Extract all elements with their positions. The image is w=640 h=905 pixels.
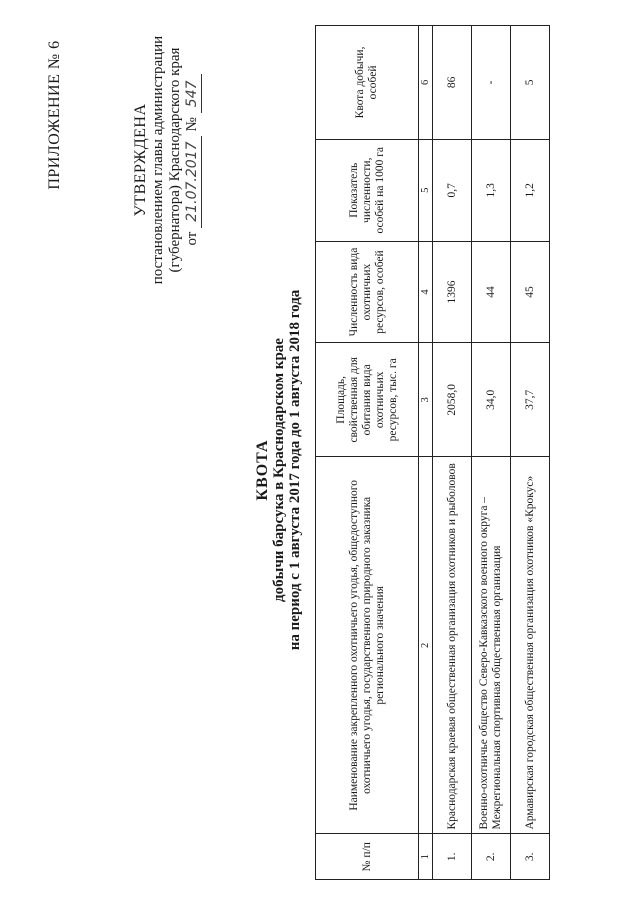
decree-number: 547	[184, 74, 202, 113]
row-density: 0,7	[433, 139, 472, 241]
table-row	[511, 26, 550, 880]
column-number: 2	[419, 457, 433, 834]
row-organization: Краснодарская краевая общественная организация охотников и рыболовов	[433, 457, 472, 834]
row-density: 1,3	[472, 139, 511, 241]
approval-block	[132, 0, 202, 320]
row-quota: -	[472, 26, 511, 140]
column-number: 6	[419, 26, 433, 140]
decree-line-2: (губернатора) Краснодарского края	[167, 47, 183, 273]
header-cell-number: № п/п	[316, 834, 419, 880]
column-number: 4	[419, 241, 433, 343]
header-cell-name: Наименование закрепленного охотничьего угодья, общедоступного охотничьего угодья, государственного природного заказника регионального значения	[316, 457, 419, 834]
table-row	[472, 26, 511, 880]
title-line-2: добычи барсука в Краснодарском крае	[271, 338, 287, 602]
title-line-1: КВОТА	[254, 439, 271, 501]
row-area: 34,0	[472, 343, 511, 457]
decree-date-line	[184, 0, 202, 320]
column-number: 3	[419, 343, 433, 457]
column-number: 5	[419, 139, 433, 241]
header-cell-quota: Квота добычи, особей	[316, 26, 419, 140]
row-density: 1,2	[511, 139, 550, 241]
approved-label: УТВЕРЖДЕНА	[132, 103, 149, 217]
column-number-row	[419, 26, 433, 880]
row-number: 2.	[472, 834, 511, 880]
decree-date: 21.07.2017	[184, 136, 202, 228]
appendix-label: ПРИЛОЖЕНИЕ № 6	[46, 40, 63, 190]
number-prefix: №	[184, 117, 200, 132]
header-cell-area: Площадь, свойственная для обитания вида охотничьих ресурсов, тыс. га	[316, 343, 419, 457]
table-row	[433, 26, 472, 880]
table-header-row	[316, 26, 419, 880]
row-quota: 5	[511, 26, 550, 140]
row-area: 37,7	[511, 343, 550, 457]
row-number: 1.	[433, 834, 472, 880]
row-number: 3.	[511, 834, 550, 880]
row-population: 45	[511, 241, 550, 343]
date-prefix: от	[184, 231, 200, 246]
header-cell-density: Показатель численности, особей на 1000 га	[316, 139, 419, 241]
row-organization: Военно-охотничье общество Северо-Кавказского военного округа – Межрегиональная спортивная общественная организация	[472, 457, 511, 834]
header-cell-population: Численность вида охотничьих ресурсов, особей	[316, 241, 419, 343]
quota-table	[315, 25, 550, 880]
row-organization: Армавирская городская общественная организация охотников «Крокус»	[511, 457, 550, 834]
row-area: 2058,0	[433, 343, 472, 457]
row-population: 44	[472, 241, 511, 343]
document-title	[255, 235, 303, 705]
row-population: 1396	[433, 241, 472, 343]
title-line-3: на период с 1 августа 2017 года до 1 августа 2018 года	[287, 289, 303, 651]
decree-line-1: постановлением главы администрации	[150, 35, 166, 285]
row-quota: 86	[433, 26, 472, 140]
column-number: 1	[419, 834, 433, 880]
